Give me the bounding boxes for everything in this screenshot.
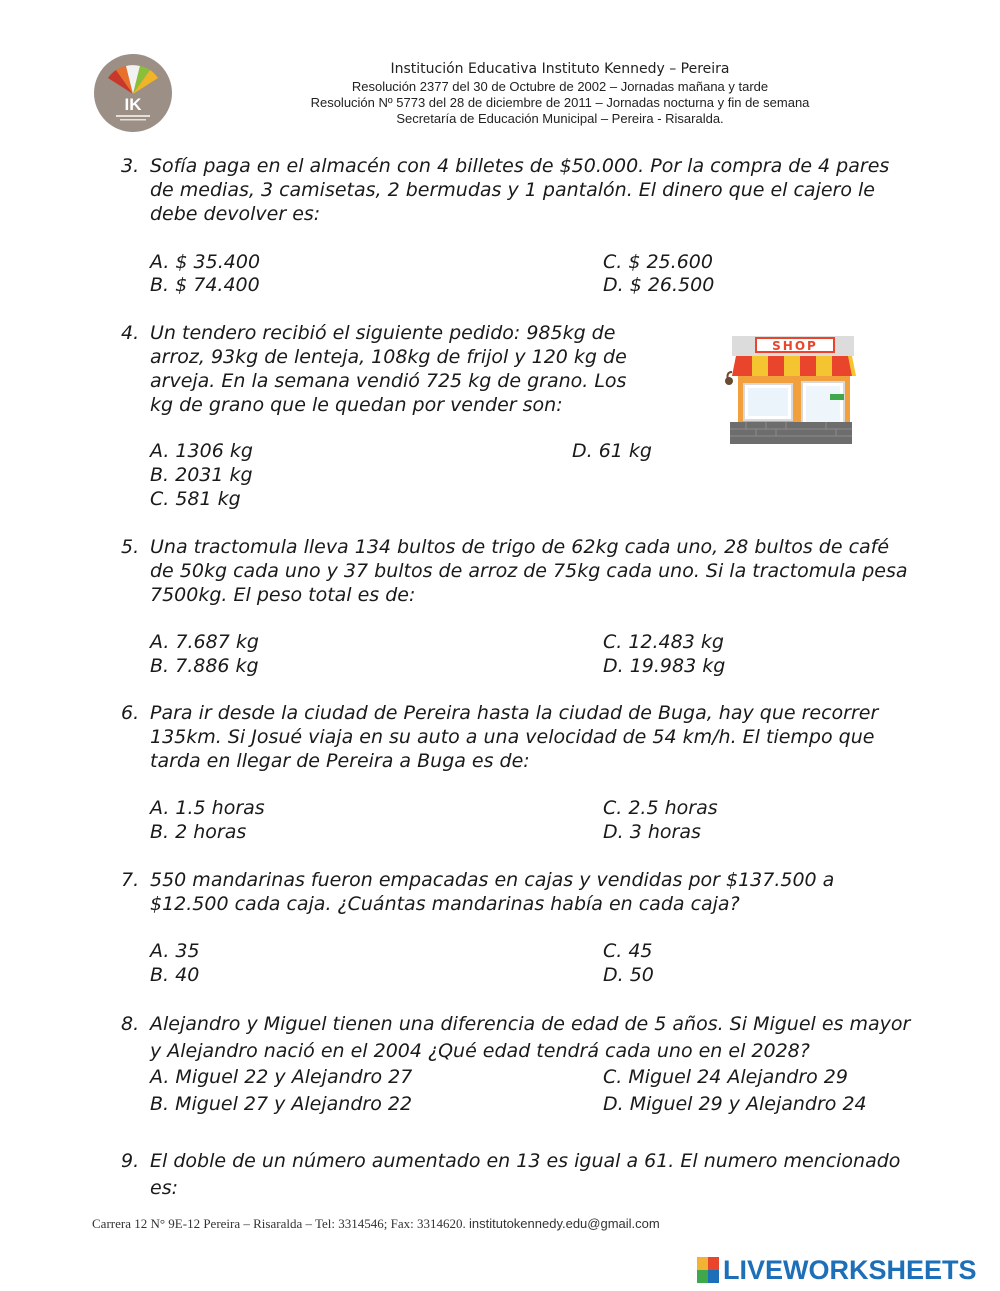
option-a[interactable]: A. 1.5 horas (150, 797, 265, 819)
school-logo (94, 54, 172, 132)
stem-line: Sofía paga en el almacén con 4 billetes de $50.000. Por la compra de 4 pares (150, 155, 890, 177)
logo-fan-icon (94, 54, 172, 132)
question-stem (150, 154, 889, 226)
stem-line: $12.500 cada caja. ¿Cuántas mandarinas había en cada caja? (150, 893, 740, 915)
resolution-line-1: Resolución 2377 del 30 de Octubre de 2002 – Jornadas mañana y tarde (351, 79, 769, 94)
stem-line: tarda en llegar de Pereira a Buga es de: (150, 750, 530, 772)
footer-address (92, 1216, 660, 1232)
option-b[interactable]: B. 40 (150, 964, 200, 986)
liveworksheets-logo[interactable] (697, 1255, 977, 1285)
question-number: 6. (121, 702, 140, 724)
logo-text: IK (124, 95, 142, 114)
option-a[interactable]: A. 7.687 kg (150, 631, 259, 653)
option-b[interactable]: B. Miguel 27 y Alejandro 22 (150, 1093, 413, 1115)
stem-line: arroz, 93kg de lenteja, 108kg de frijol y 120 kg de (150, 346, 627, 368)
option-a[interactable]: A. Miguel 22 y Alejandro 27 (150, 1066, 413, 1088)
stem-line: Un tendero recibió el siguiente pedido: 985kg de (150, 322, 616, 344)
stem-line: kg de grano que le quedan por vender son: (150, 394, 563, 416)
stem-line: 135km. Si Josué viaja en su auto a una velocidad de 54 km/h. El tiempo que (150, 726, 875, 748)
stem-line: es: (150, 1177, 178, 1199)
option-c[interactable]: C. 2.5 horas (603, 797, 718, 819)
option-c[interactable]: C. $ 25.600 (603, 251, 713, 273)
document-header (270, 60, 850, 127)
question-number: 7. (121, 869, 140, 891)
option-d[interactable]: D. 50 (603, 964, 654, 986)
option-c[interactable]: C. 45 (603, 940, 653, 962)
question-stem (150, 1011, 910, 1065)
stem-line: Una tractomula lleva 134 bultos de trigo de 62kg cada uno, 28 bultos de café (150, 536, 890, 558)
institution-name: Institución Educativa Instituto Kennedy – Pereira (390, 61, 730, 77)
question-number: 8. (121, 1013, 140, 1035)
stem-line: arveja. En la semana vendió 725 kg de grano. Los (150, 370, 627, 392)
secretaria-line: Secretaría de Educación Municipal – Pereira - Risaralda. (396, 111, 724, 126)
footer-email: institutokennedy.edu@gmail.com (469, 1216, 660, 1231)
shop-sign-text: SHOP (772, 339, 818, 353)
stem-line: de 50kg cada uno y 37 bultos de arroz de 75kg cada uno. Si la tractomula pesa (150, 560, 908, 582)
question-stem (150, 535, 908, 607)
option-b[interactable]: B. 2031 kg (150, 464, 253, 486)
question-number: 5. (121, 536, 140, 558)
stem-line: de medias, 3 camisetas, 2 bermudas y 1 pantalón. El dinero que el cajero le (150, 179, 875, 201)
stem-line: Para ir desde la ciudad de Pereira hasta la ciudad de Buga, hay que recorrer (150, 702, 879, 724)
stem-line: 7500kg. El peso total es de: (150, 584, 416, 606)
option-a[interactable]: A. $ 35.400 (150, 251, 261, 273)
option-d[interactable]: D. 19.983 kg (603, 655, 726, 677)
resolution-line-2: Resolución Nº 5773 del 28 de diciembre de 2011 – Jornadas nocturna y fin de semana (310, 95, 810, 110)
question-stem (150, 868, 834, 916)
option-b[interactable]: B. 7.886 kg (150, 655, 259, 677)
question-stem (150, 1148, 900, 1202)
question-stem (150, 701, 878, 773)
option-d[interactable]: D. 3 horas (603, 821, 701, 843)
option-d[interactable]: D. $ 26.500 (603, 274, 715, 296)
shop-illustration (722, 334, 856, 446)
footer-address-text: Carrera 12 N° 9E-12 Pereira – Risaralda – Tel: 3314546; Fax: 3314620. (92, 1216, 469, 1231)
stem-line: 550 mandarinas fueron empacadas en cajas y vendidas por $137.500 a (150, 869, 835, 891)
option-d[interactable]: D. 61 kg (572, 440, 652, 462)
question-number: 9. (121, 1150, 140, 1172)
stem-line: debe devolver es: (150, 203, 321, 225)
option-b[interactable]: B. 2 horas (150, 821, 247, 843)
option-a[interactable]: A. 1306 kg (150, 440, 253, 462)
liveworksheets-icon (697, 1257, 719, 1283)
question-stem (150, 321, 627, 417)
option-c[interactable]: C. Miguel 24 Alejandro 29 (603, 1066, 848, 1088)
liveworksheets-wordmark: LIVEWORKSHEETS (723, 1254, 977, 1285)
stem-line: Alejandro y Miguel tienen una diferencia de edad de 5 años. Si Miguel es mayor (150, 1013, 911, 1035)
question-number: 4. (121, 322, 140, 344)
option-d[interactable]: D. Miguel 29 y Alejandro 24 (603, 1093, 867, 1115)
option-b[interactable]: B. $ 74.400 (150, 274, 260, 296)
option-c[interactable]: C. 12.483 kg (603, 631, 724, 653)
question-number: 3. (121, 155, 140, 177)
option-a[interactable]: A. 35 (150, 940, 200, 962)
option-c[interactable]: C. 581 kg (150, 488, 241, 510)
stem-line: y Alejandro nació en el 2004 ¿Qué edad tendrá cada uno en el 2028? (150, 1040, 810, 1062)
stem-line: El doble de un número aumentado en 13 es igual a 61. El numero mencionado (150, 1150, 901, 1172)
